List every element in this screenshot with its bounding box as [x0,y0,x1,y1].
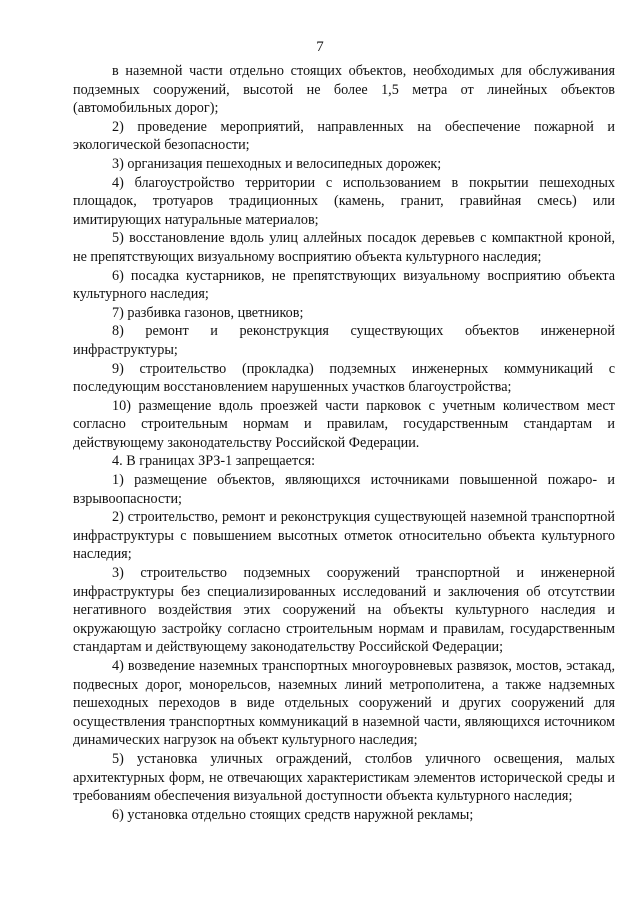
paragraph: 1) размещение объектов, являющихся источниками повышенной пожаро- и взрывоопасности; [73,472,615,507]
paragraph: 3) организация пешеходных и велосипедных дорожек; [112,155,442,172]
paragraph: 6) установка отдельно стоящих средств наружной рекламы; [112,806,474,823]
paragraph: 5) установка уличных ограждений, столбов уличного освещения, малых архитектурных форм, не отвечающих характеристикам элементов исторической среды и требованиям обеспечения визуальной доступности объекта культурного наследия; [73,750,615,805]
paragraph: 2) строительство, ремонт и реконструкция существующей наземной транспортной инфраструктуры с повышением высотных отметок относительно объекта культурного наследия; [73,509,615,563]
paragraph: 2) проведение мероприятий, направленных на обеспечение пожарной и экологической безопасности; [73,118,615,154]
paragraph: 9) строительство (прокладка) подземных инженерных коммуникаций с последующим восстановлением нарушенных участков благоустройства; [73,360,615,396]
paragraph: 6) посадка кустарников, не препятствующих визуальному восприятию объекта культурного наследия; [73,267,615,303]
paragraph: 4) возведение наземных транспортных многоуровневых развязок, мостов, эстакад, подвесных дорог, монорельсов, наземных линий метрополитена, а также надземных пешеходных переходов в виде отдельных сооружений и других сооружений для осуществления транспортных коммуникаций в наземной части, являющихся источником динамических нагрузок на объект культурного наследия; [73,658,615,749]
document-body [73,62,615,824]
paragraph: 5) восстановление вдоль улиц аллейных посадок деревьев с компактной кроной, не препятствующих визуальному восприятию объекта культурного наследия; [73,230,615,265]
paragraph: 4) благоустройство территории с использованием в покрытии пешеходных площадок, тротуаров традиционных (камень, гранит, гравийная смесь) или имитирующих натуральные материалов; [73,174,615,228]
page-number: 7 [316,39,324,55]
paragraph: 8) ремонт и реконструкция существующих объектов инженерной инфраструктуры; [73,323,615,358]
paragraph: 3) строительство подземных сооружений транспортной и инженерной инфраструктуры без специализированных исследований и заключения об отсутствии негативного воздействия этих сооружений на объекты культурного наследия и окружающую застройку согласно строительным нормам и правилам, государственным стандартам и действующему законодательству Российской Федерации; [73,565,615,656]
paragraph: в наземной части отдельно стоящих объектов, необходимых для обслуживания подземных сооружений, высотой не более 1,5 метра от линейных объектов (автомобильных дорог); [73,63,615,117]
paragraph: 7) разбивка газонов, цветников; [112,304,304,321]
section-heading: 4. В границах ЗРЗ-1 запрещается: [112,453,316,470]
paragraph: 10) размещение вдоль проезжей части парковок с учетным количеством мест согласно строительным нормам и правилам, государственным стандартам и действующему законодательству Российской Федерации. [73,397,615,451]
